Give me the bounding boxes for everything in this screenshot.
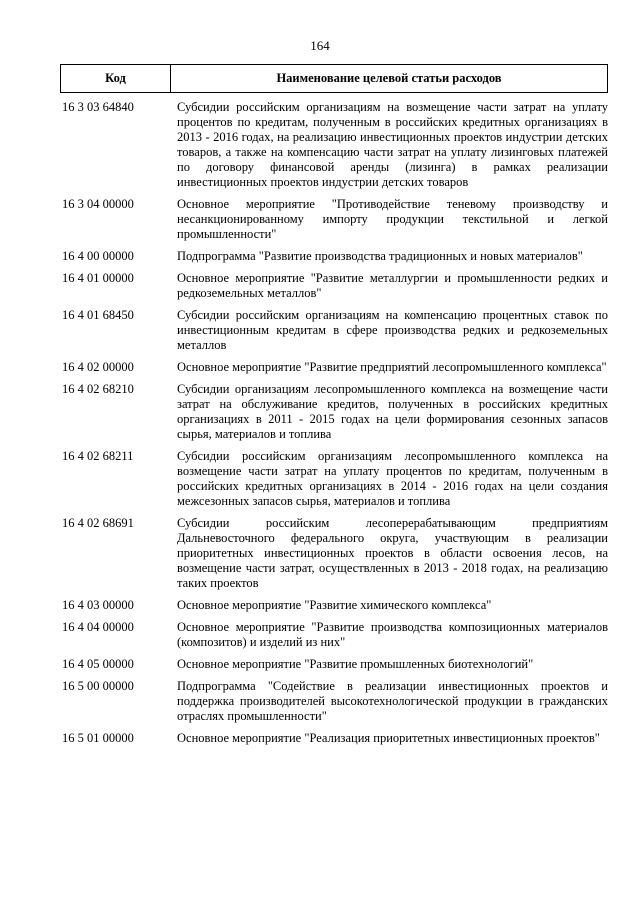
header-name: Наименование целевой статьи расходов — [276, 71, 502, 85]
row-code: 16 5 00 00000 — [62, 679, 134, 693]
row-code: 16 4 02 00000 — [62, 360, 134, 374]
row-code: 16 4 00 00000 — [62, 249, 134, 263]
row-code: 16 3 04 00000 — [62, 197, 134, 211]
row-code: 16 4 04 00000 — [62, 620, 134, 634]
table-row — [60, 620, 608, 650]
table-row — [60, 679, 608, 724]
table-row — [60, 516, 608, 591]
row-code: 16 4 05 00000 — [62, 657, 134, 671]
row-code: 16 4 03 00000 — [62, 598, 134, 612]
row-text: Субсидии российским организациям на возмещение части затрат на уплату процентов по кредитам, полученным в российских кредитных организациях в 2013 - 2016 годах, на реализацию инвестиционных проектов индустрии детских товаров, а также на компенсацию части затрат на уплату лизинговых платежей по договору финансовой аренды (лизинга) в рамках реализации инвестиционных проектов индустрии детских товаров — [177, 100, 608, 189]
row-text: Основное мероприятие "Развитие металлургии и промышленности редких и редкоземельных металлов" — [177, 271, 608, 300]
table-row — [60, 197, 608, 242]
table-body — [60, 100, 608, 753]
table-row — [60, 100, 608, 190]
row-text: Основное мероприятие "Развитие предприятий лесопромышленного комплекса" — [177, 360, 607, 374]
row-code: 16 4 02 68210 — [62, 382, 134, 396]
table-row — [60, 731, 608, 746]
table-row — [60, 382, 608, 442]
row-code: 16 4 02 68691 — [62, 516, 134, 530]
row-text: Основное мероприятие "Развитие производства композиционных материалов (композитов) и изделий из них" — [177, 620, 608, 649]
row-code: 16 5 01 00000 — [62, 731, 134, 745]
row-code: 16 4 02 68211 — [62, 449, 134, 463]
table-row — [60, 449, 608, 509]
row-code: 16 3 03 64840 — [62, 100, 134, 114]
row-text: Субсидии российским организациям лесопромышленного комплекса на возмещение части затрат на уплату процентов по кредитам, полученным в российских кредитных организациях в 2014 - 2016 годах на цели создания межсезонных запасов сырья, материалов и топлива — [177, 449, 608, 508]
table-row — [60, 271, 608, 301]
table-row — [60, 598, 608, 613]
row-text: Основное мероприятие "Развитие химического комплекса" — [177, 598, 492, 612]
row-text: Субсидии российским лесоперерабатывающим предприятиям Дальневосточного федерального округа, участвующим в реализации приоритетных инвестиционных проектов в области освоения лесов, на возмещение части затрат, осуществленных в 2013 - 2018 годах, на реализацию таких проектов — [177, 516, 608, 590]
row-code: 16 4 01 00000 — [62, 271, 134, 285]
row-text: Основное мероприятие "Противодействие теневому производству и несанкционированному импорту продукции текстильной и легкой промышленности" — [177, 197, 608, 241]
row-text: Основное мероприятие "Реализация приоритетных инвестиционных проектов" — [177, 731, 600, 745]
page-number: 164 — [310, 38, 330, 53]
row-text: Подпрограмма "Содействие в реализации инвестиционных проектов и поддержка производителей высокотехнологической продукции в гражданских отраслях промышленности" — [177, 679, 608, 723]
row-text: Подпрограмма "Развитие производства традиционных и новых материалов" — [177, 249, 583, 263]
table-row — [60, 249, 608, 264]
table-header — [60, 64, 608, 93]
row-code: 16 4 01 68450 — [62, 308, 134, 322]
row-text: Субсидии российским организациям на компенсацию процентных ставок по инвестиционным кредитам в сфере производства редких и редкоземельных металлов — [177, 308, 608, 352]
table-row — [60, 657, 608, 672]
row-text: Субсидии организациям лесопромышленного комплекса на возмещение части затрат на обслуживание кредитов, полученных в российских кредитных организациях в 2011 - 2015 годах на цели формирования сезонных запасов сырья, материалов и топлива — [177, 382, 608, 441]
header-code: Код — [61, 65, 171, 92]
table-row — [60, 360, 608, 375]
table-row — [60, 308, 608, 353]
row-text: Основное мероприятие "Развитие промышленных биотехнологий" — [177, 657, 534, 671]
